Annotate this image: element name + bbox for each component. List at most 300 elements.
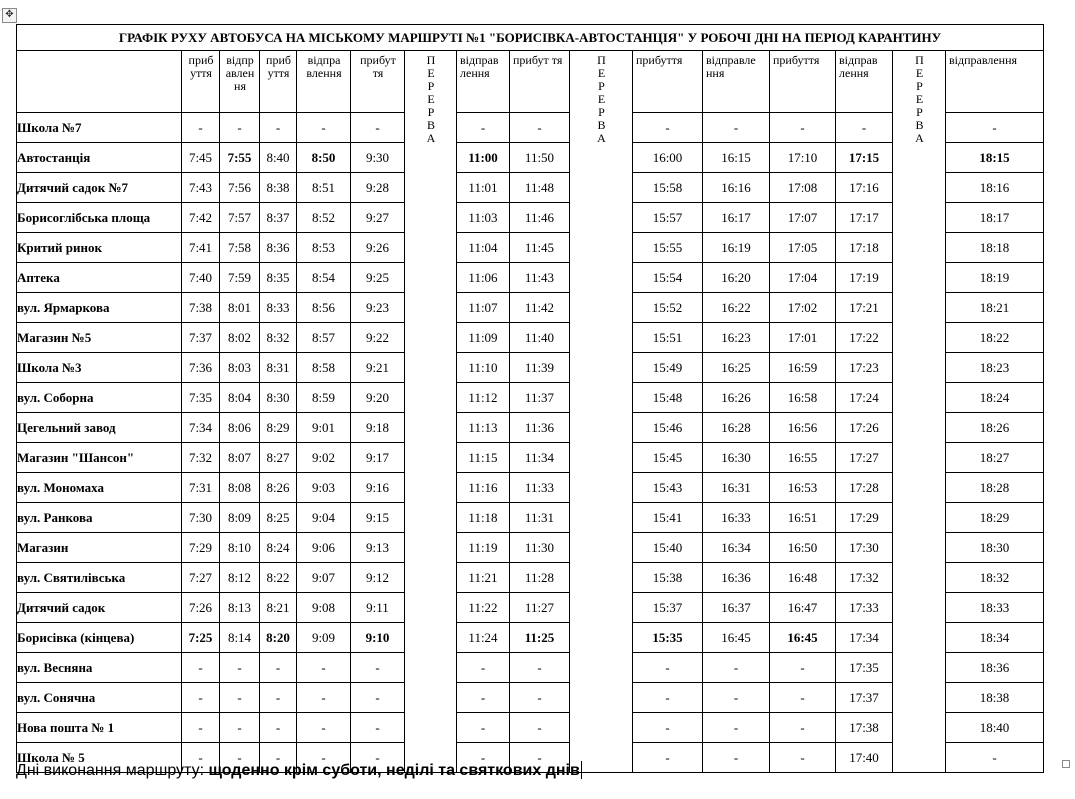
stop-name: вул. Святилівська [17,563,182,593]
time-cell: 16:30 [703,443,770,473]
time-cell: 7:30 [182,503,220,533]
time-cell: 8:27 [260,443,297,473]
time-cell: - [510,713,570,743]
time-cell: 15:51 [633,323,703,353]
time-cell: 17:16 [836,173,893,203]
time-cell: - [182,743,220,773]
time-cell: 8:20 [260,623,297,653]
time-cell: 7:37 [182,323,220,353]
schedule-row [17,653,1044,683]
stop-name: Магазин №5 [17,323,182,353]
break-letter: А [915,131,924,145]
time-cell: - [220,743,260,773]
stop-name: Нова пошта № 1 [17,713,182,743]
time-cell: 7:55 [220,143,260,173]
time-cell: 15:58 [633,173,703,203]
time-cell: 11:06 [457,263,510,293]
time-cell: 18:18 [946,233,1044,263]
time-cell: - [351,653,405,683]
time-cell: 16:22 [703,293,770,323]
time-cell: - [297,653,351,683]
time-cell: 9:25 [351,263,405,293]
time-cell: 18:30 [946,533,1044,563]
time-cell: 11:50 [510,143,570,173]
break-column [405,51,457,773]
time-cell: 8:35 [260,263,297,293]
time-cell: 9:12 [351,563,405,593]
time-cell: - [770,743,836,773]
time-cell: 16:20 [703,263,770,293]
stop-header-cell [17,51,182,113]
time-cell: 11:22 [457,593,510,623]
schedule-row [17,563,1044,593]
column-header: відправле ння [703,51,770,113]
time-cell: 11:12 [457,383,510,413]
time-cell: 11:01 [457,173,510,203]
time-cell: 17:30 [836,533,893,563]
time-cell: - [770,683,836,713]
time-cell: 8:12 [220,563,260,593]
stop-name: вул. Весняна [17,653,182,683]
time-cell: 17:19 [836,263,893,293]
table-resize-handle[interactable] [1062,760,1070,768]
time-cell: 16:17 [703,203,770,233]
time-cell: 17:08 [770,173,836,203]
schedule-row [17,623,1044,653]
time-cell: - [510,683,570,713]
time-cell: 16:36 [703,563,770,593]
time-cell: 11:16 [457,473,510,503]
break-label [915,54,924,145]
time-cell: 11:24 [457,623,510,653]
schedule-row [17,353,1044,383]
time-cell: - [297,683,351,713]
break-letter: Р [916,79,923,93]
stop-name: Магазин [17,533,182,563]
time-cell: 17:02 [770,293,836,323]
break-letter: Е [427,92,435,106]
time-cell: 8:33 [260,293,297,323]
time-cell: 9:09 [297,623,351,653]
time-cell: 17:21 [836,293,893,323]
stop-name: вул. Мономаха [17,473,182,503]
time-cell: 15:37 [633,593,703,623]
time-cell: 7:41 [182,233,220,263]
time-cell: 8:59 [297,383,351,413]
time-cell: 8:04 [220,383,260,413]
time-cell: 9:10 [351,623,405,653]
time-cell: - [297,713,351,743]
time-cell: 11:30 [510,533,570,563]
time-cell: 8:21 [260,593,297,623]
break-letter: П [915,53,924,67]
time-cell: - [220,683,260,713]
stop-name: вул. Ранкова [17,503,182,533]
time-cell: 15:52 [633,293,703,323]
time-cell: 8:37 [260,203,297,233]
time-cell: 7:40 [182,263,220,293]
time-cell: - [457,743,510,773]
time-cell: 16:16 [703,173,770,203]
time-cell: 17:18 [836,233,893,263]
time-cell: 18:34 [946,623,1044,653]
time-cell: 8:26 [260,473,297,503]
stop-name: Дитячий садок №7 [17,173,182,203]
time-cell: - [260,683,297,713]
time-cell: 11:34 [510,443,570,473]
time-cell: 7:56 [220,173,260,203]
time-cell: 16:48 [770,563,836,593]
stop-name: Борисівка (кінцева) [17,623,182,653]
time-cell: - [260,743,297,773]
time-cell: 8:01 [220,293,260,323]
time-cell: - [703,113,770,143]
time-cell: 8:32 [260,323,297,353]
stop-name: Школа № 5 [17,743,182,773]
time-cell: 18:32 [946,563,1044,593]
column-header: прибут тя [351,51,405,113]
time-cell: 17:35 [836,653,893,683]
stop-name: Цегельний завод [17,413,182,443]
stop-name: Борисоглібська площа [17,203,182,233]
time-cell: 7:27 [182,563,220,593]
time-cell: 16:50 [770,533,836,563]
time-cell: 9:08 [297,593,351,623]
time-cell: 17:28 [836,473,893,503]
time-cell: 11:28 [510,563,570,593]
time-cell: 15:54 [633,263,703,293]
time-cell: 9:17 [351,443,405,473]
time-cell: 8:14 [220,623,260,653]
time-cell: - [182,683,220,713]
time-cell: 11:39 [510,353,570,383]
time-cell: 17:01 [770,323,836,353]
time-cell: 9:13 [351,533,405,563]
time-cell: 11:27 [510,593,570,623]
break-letter: Р [427,79,435,93]
time-cell: 11:33 [510,473,570,503]
time-cell: - [260,113,297,143]
time-cell: 15:41 [633,503,703,533]
time-cell: - [633,113,703,143]
stop-name: Школа №3 [17,353,182,383]
time-cell: - [633,713,703,743]
time-cell: 18:38 [946,683,1044,713]
break-letter: В [915,118,924,132]
time-cell: 15:35 [633,623,703,653]
time-cell: 8:54 [297,263,351,293]
column-header: прибут тя [510,51,570,113]
schedule-row [17,383,1044,413]
time-cell: 7:36 [182,353,220,383]
time-cell: 11:15 [457,443,510,473]
time-cell: 11:31 [510,503,570,533]
time-cell: - [946,743,1044,773]
stop-name: Критий ринок [17,233,182,263]
time-cell: 16:56 [770,413,836,443]
break-label [427,54,436,145]
time-cell: 8:40 [260,143,297,173]
break-letter: Р [598,105,605,119]
time-cell: 9:03 [297,473,351,503]
time-cell: 9:01 [297,413,351,443]
time-cell: 7:42 [182,203,220,233]
time-cell: 9:04 [297,503,351,533]
time-cell: 16:31 [703,473,770,503]
time-cell: 8:24 [260,533,297,563]
time-cell: 8:58 [297,353,351,383]
time-cell: - [510,113,570,143]
time-cell: 7:45 [182,143,220,173]
time-cell: 8:31 [260,353,297,383]
schedule-table [16,24,1044,773]
schedule-row [17,503,1044,533]
time-cell: - [182,653,220,683]
time-cell: 15:45 [633,443,703,473]
time-cell: 18:24 [946,383,1044,413]
break-letter: Р [598,79,605,93]
time-cell: 15:46 [633,413,703,443]
time-cell: 18:19 [946,263,1044,293]
time-cell: - [457,113,510,143]
time-cell: - [220,113,260,143]
time-cell: - [457,713,510,743]
time-cell: - [510,743,570,773]
time-cell: 18:36 [946,653,1044,683]
time-cell: 8:08 [220,473,260,503]
break-letter: Р [427,105,435,119]
schedule-title: ГРАФІК РУХУ АВТОБУСА НА МІСЬКОМУ МАРШРУТІ №1 "БОРИСІВКА-АВТОСТАНЦІЯ" У РОБОЧІ ДНІ НА ПЕРІОД КАРАНТИНУ [17,25,1044,51]
time-cell: 18:16 [946,173,1044,203]
schedule-row [17,233,1044,263]
time-cell: 16:59 [770,353,836,383]
time-cell: 7:31 [182,473,220,503]
break-letter: Е [597,66,606,80]
time-cell: 16:51 [770,503,836,533]
time-cell: 11:43 [510,263,570,293]
time-cell: 9:27 [351,203,405,233]
time-cell: 8:36 [260,233,297,263]
time-cell: 8:38 [260,173,297,203]
time-cell: 17:33 [836,593,893,623]
time-cell: 7:35 [182,383,220,413]
time-cell: 8:25 [260,503,297,533]
time-cell: 9:07 [297,563,351,593]
break-letter: П [597,53,606,67]
column-header: відпра влення [297,51,351,113]
time-cell: 9:02 [297,443,351,473]
time-cell: - [770,653,836,683]
time-cell: 8:29 [260,413,297,443]
time-cell: 18:17 [946,203,1044,233]
schedule-row [17,143,1044,173]
time-cell: - [457,653,510,683]
time-cell: 15:49 [633,353,703,383]
break-letter: В [426,118,435,132]
break-letter: А [597,131,606,145]
time-cell: 8:10 [220,533,260,563]
time-cell: 9:28 [351,173,405,203]
time-cell: - [260,653,297,683]
time-cell: 7:38 [182,293,220,323]
column-header: прибуття [633,51,703,113]
time-cell: 9:15 [351,503,405,533]
break-letter: Е [915,66,924,80]
time-cell: 17:07 [770,203,836,233]
schedule-row [17,323,1044,353]
time-cell: 16:45 [770,623,836,653]
schedule-row [17,413,1044,443]
time-cell: 17:17 [836,203,893,233]
schedule-row [17,113,1044,143]
break-letter: П [426,53,436,67]
column-header: приб уття [182,51,220,113]
time-cell: - [510,653,570,683]
break-column [570,51,633,773]
time-cell: 9:06 [297,533,351,563]
time-cell: 16:34 [703,533,770,563]
time-cell: - [351,713,405,743]
time-cell: 9:21 [351,353,405,383]
route-days-label: Дні виконання маршруту: [16,762,209,779]
time-cell: 7:32 [182,443,220,473]
time-cell: 9:16 [351,473,405,503]
time-cell: 18:33 [946,593,1044,623]
time-cell: 9:11 [351,593,405,623]
time-cell: 16:58 [770,383,836,413]
time-cell: 11:42 [510,293,570,323]
time-cell: - [182,113,220,143]
time-cell: 16:19 [703,233,770,263]
break-letter: Е [597,92,606,106]
time-cell: 11:07 [457,293,510,323]
time-cell: 11:37 [510,383,570,413]
schedule-row [17,443,1044,473]
time-cell: 9:20 [351,383,405,413]
time-cell: 18:15 [946,143,1044,173]
time-cell: 8:22 [260,563,297,593]
time-cell: 11:19 [457,533,510,563]
break-letter: Е [915,92,924,106]
time-cell: 8:02 [220,323,260,353]
schedule-row [17,683,1044,713]
break-label [597,54,606,145]
time-cell: - [220,713,260,743]
time-cell: - [770,113,836,143]
time-cell: 7:57 [220,203,260,233]
table-move-handle-icon[interactable]: ✥ [2,8,17,23]
time-cell: 17:40 [836,743,893,773]
time-cell: 18:22 [946,323,1044,353]
time-cell: 11:46 [510,203,570,233]
text-cursor [581,761,582,779]
time-cell: 16:28 [703,413,770,443]
time-cell: - [703,653,770,683]
time-cell: - [703,743,770,773]
time-cell: 7:43 [182,173,220,203]
time-cell: 16:15 [703,143,770,173]
time-cell: 8:51 [297,173,351,203]
time-cell: 8:09 [220,503,260,533]
time-cell: - [946,113,1044,143]
time-cell: 15:38 [633,563,703,593]
time-cell: 17:26 [836,413,893,443]
stop-name: Школа №7 [17,113,182,143]
time-cell: 17:23 [836,353,893,383]
route-days-note [16,761,582,780]
time-cell: 8:30 [260,383,297,413]
time-cell: 17:04 [770,263,836,293]
time-cell: 7:59 [220,263,260,293]
time-cell: 11:04 [457,233,510,263]
time-cell: - [260,713,297,743]
time-cell: 16:37 [703,593,770,623]
stop-name: вул. Ярмаркова [17,293,182,323]
time-cell: 7:25 [182,623,220,653]
time-cell: - [703,683,770,713]
time-cell: 17:32 [836,563,893,593]
time-cell: 18:27 [946,443,1044,473]
time-cell: 11:45 [510,233,570,263]
time-cell: 16:33 [703,503,770,533]
time-cell: 11:00 [457,143,510,173]
column-header: відправ лення [836,51,893,113]
time-cell: 9:30 [351,143,405,173]
schedule-row [17,713,1044,743]
time-cell: 17:27 [836,443,893,473]
time-cell: 8:13 [220,593,260,623]
time-cell: - [351,743,405,773]
break-letter: Е [427,66,435,80]
time-cell: 11:13 [457,413,510,443]
time-cell: 11:48 [510,173,570,203]
time-cell: 9:26 [351,233,405,263]
stop-name: Магазин "Шансон" [17,443,182,473]
time-cell: 8:06 [220,413,260,443]
stop-name: Автостанція [17,143,182,173]
break-column [893,51,946,773]
schedule-row [17,533,1044,563]
time-cell: 15:43 [633,473,703,503]
time-cell: - [457,683,510,713]
time-cell: 11:10 [457,353,510,383]
time-cell: - [836,113,893,143]
time-cell: 11:21 [457,563,510,593]
time-cell: - [770,713,836,743]
schedule-row [17,203,1044,233]
column-header: приб уття [260,51,297,113]
time-cell: 8:50 [297,143,351,173]
time-cell: 17:34 [836,623,893,653]
time-cell: 18:26 [946,413,1044,443]
time-cell: 15:48 [633,383,703,413]
time-cell: 16:26 [703,383,770,413]
stop-name: вул. Соборна [17,383,182,413]
time-cell: 18:28 [946,473,1044,503]
time-cell: - [633,743,703,773]
time-cell: - [351,113,405,143]
time-cell: 8:53 [297,233,351,263]
time-cell: - [220,653,260,683]
break-letter: А [426,131,436,145]
time-cell: 17:29 [836,503,893,533]
column-header: відправ лення [457,51,510,113]
time-cell: - [703,713,770,743]
time-cell: 16:00 [633,143,703,173]
time-cell: 18:29 [946,503,1044,533]
time-cell: 11:25 [510,623,570,653]
stop-name: Аптека [17,263,182,293]
